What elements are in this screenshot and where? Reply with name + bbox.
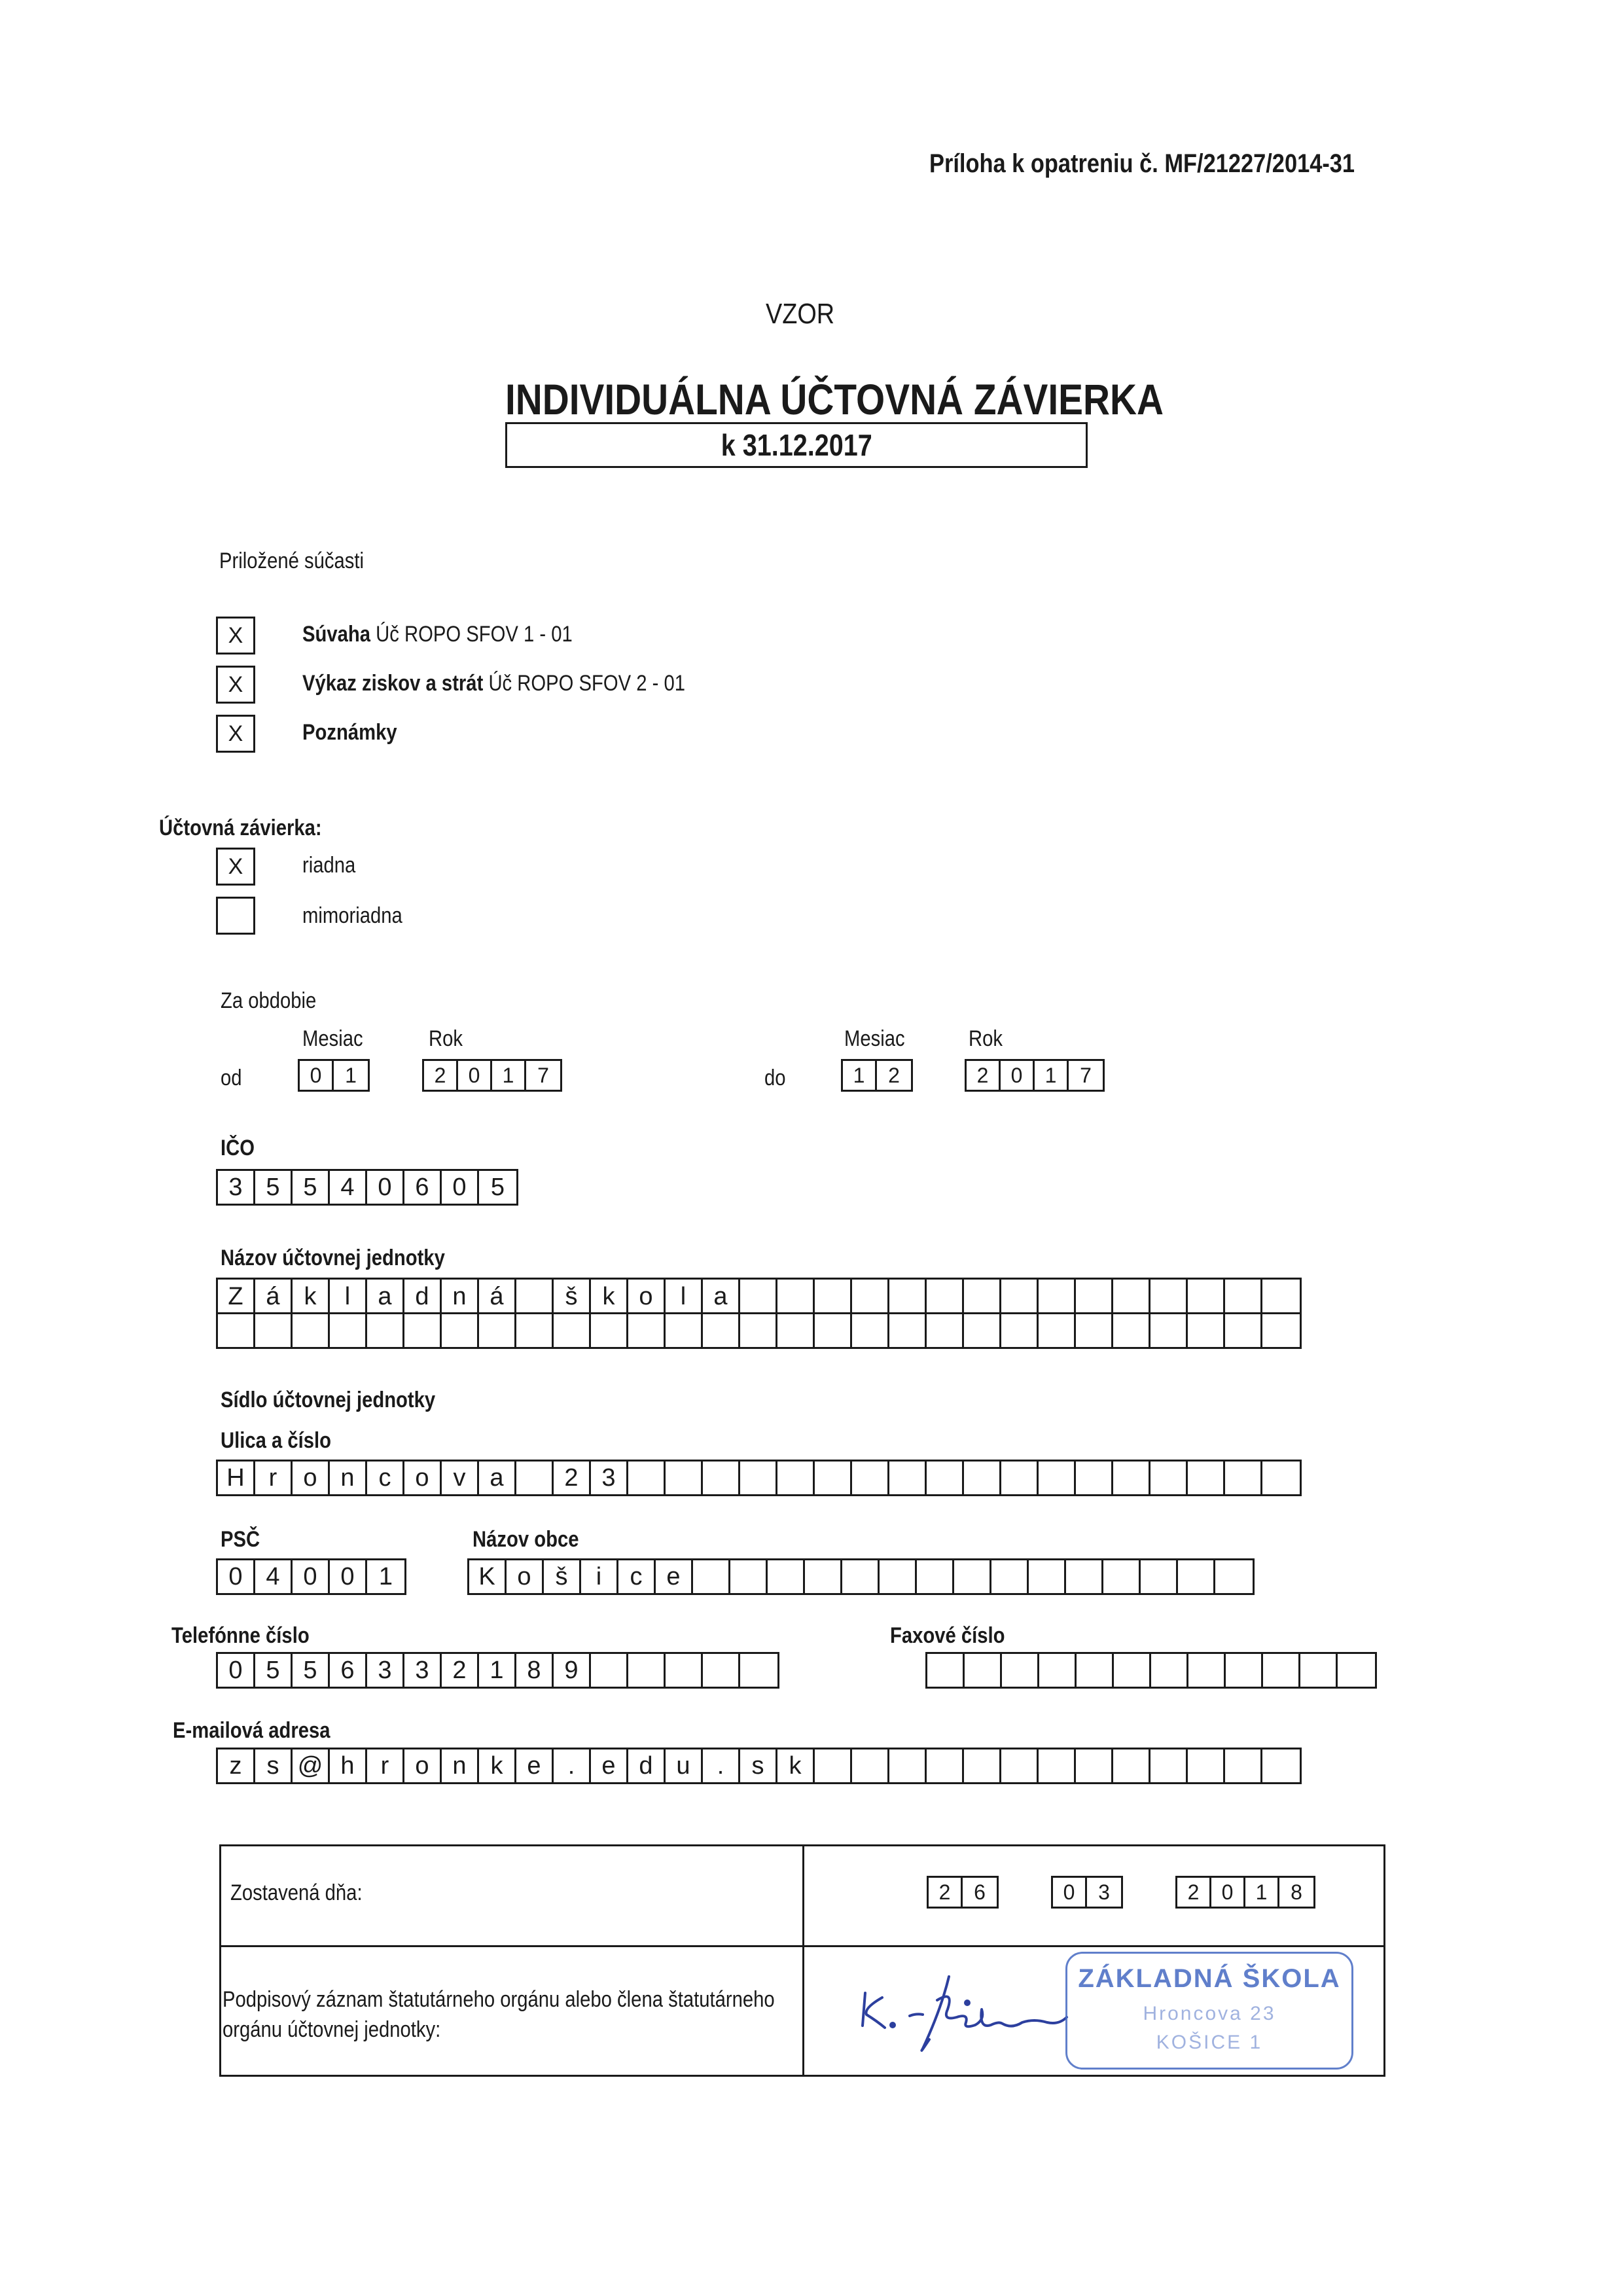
phone-label: Telefónne číslo [171, 1623, 310, 1648]
char-cell [852, 1314, 889, 1347]
char-cell: n [442, 1280, 479, 1314]
digit-cell: 1 [345, 1063, 357, 1087]
char-cell [1225, 1749, 1262, 1782]
char-cell [1188, 1314, 1225, 1347]
char-cell [927, 1749, 964, 1782]
char-cell [1029, 1560, 1066, 1593]
entity-name-label: Názov účtovnej jednotky [221, 1246, 445, 1270]
digit-cell: 3 [218, 1171, 255, 1204]
char-cell [1002, 1654, 1039, 1687]
template-label: VZOR [766, 298, 835, 330]
char-cell [1076, 1314, 1113, 1347]
char-cell [1188, 1749, 1225, 1782]
char-cell: 0 [218, 1654, 255, 1687]
char-cell: Z [218, 1280, 255, 1314]
char-cell: š [544, 1560, 581, 1593]
digit-cell: 1 [1245, 1878, 1279, 1907]
char-cell [964, 1749, 1001, 1782]
char-cell [927, 1462, 964, 1494]
char-cell: c [618, 1560, 656, 1593]
char-cell [1263, 1654, 1300, 1687]
char-cell [852, 1280, 889, 1314]
char-cell: a [703, 1280, 740, 1314]
char-cell: e [516, 1749, 554, 1782]
char-cell [666, 1462, 703, 1494]
char-cell: n [442, 1749, 479, 1782]
char-cell [730, 1560, 768, 1593]
city-label: Názov obce [473, 1527, 579, 1552]
char-cell [1113, 1462, 1150, 1494]
char-cell [1113, 1749, 1150, 1782]
char-cell [1039, 1314, 1076, 1347]
char-cell: 4 [255, 1560, 293, 1593]
street-label: Ulica a číslo [221, 1428, 332, 1453]
char-cell [1150, 1749, 1188, 1782]
char-cell: e [591, 1749, 628, 1782]
char-cell: 1 [479, 1654, 516, 1687]
char-cell [1150, 1280, 1188, 1314]
char-cell [1076, 1749, 1113, 1782]
ico-label: IČO [221, 1136, 255, 1160]
digit-cell: 2 [1177, 1878, 1211, 1907]
char-cell [1225, 1462, 1262, 1494]
component-balance-sheet: Súvaha Úč ROPO SFOV 1 - 01 [302, 622, 573, 647]
char-cell: K [469, 1560, 507, 1593]
char-cell: @ [293, 1749, 330, 1782]
char-cell [1001, 1462, 1039, 1494]
digit-cell: 6 [404, 1171, 442, 1204]
char-cell [554, 1314, 591, 1347]
char-cell [516, 1280, 554, 1314]
char-cell [777, 1280, 815, 1314]
char-cell [1225, 1280, 1262, 1314]
char-cell: 6 [330, 1654, 367, 1687]
char-cell: 5 [293, 1654, 330, 1687]
char-cell [628, 1314, 666, 1347]
char-cell: d [628, 1749, 666, 1782]
char-cell [1150, 1314, 1188, 1347]
fax-field[interactable] [925, 1652, 1377, 1689]
char-cell [777, 1462, 815, 1494]
char-cell: 8 [516, 1654, 554, 1687]
from-month-label: Mesiac [302, 1026, 363, 1051]
char-cell [1141, 1560, 1178, 1593]
char-cell [954, 1560, 991, 1593]
document-title: INDIVIDUÁLNA ÚČTOVNÁ ZÁVIERKA [505, 375, 1164, 423]
digit-cell: 2 [967, 1061, 1001, 1090]
char-cell: 2 [442, 1654, 479, 1687]
char-cell [1066, 1560, 1103, 1593]
char-cell: k [293, 1280, 330, 1314]
char-cell [1262, 1462, 1300, 1494]
char-cell [1001, 1749, 1039, 1782]
char-cell [1001, 1314, 1039, 1347]
char-cell: l [666, 1280, 703, 1314]
component-notes: Poznámky [302, 720, 397, 745]
digit-cell: 5 [293, 1171, 330, 1204]
char-cell [1150, 1462, 1188, 1494]
to-month-label: Mesiac [844, 1026, 905, 1051]
char-cell: 0 [293, 1560, 330, 1593]
char-cell [917, 1560, 954, 1593]
psc-field[interactable] [216, 1558, 406, 1595]
digit-cell: 0 [458, 1061, 492, 1090]
checkbox-regular[interactable]: X [216, 848, 255, 886]
char-cell: k [591, 1280, 628, 1314]
city-field[interactable] [467, 1558, 1255, 1595]
char-cell: k [479, 1749, 516, 1782]
component-profit-loss: Výkaz ziskov a strát Úč ROPO SFOV 2 - 01 [302, 671, 686, 696]
compiled-date-label: Zostavená dňa: [230, 1880, 363, 1905]
char-cell [740, 1314, 777, 1347]
digit-cell: 5 [490, 1173, 505, 1201]
char-cell: d [404, 1280, 442, 1314]
char-cell [1039, 1462, 1076, 1494]
char-cell [1262, 1280, 1300, 1314]
char-cell [1188, 1654, 1226, 1687]
digit-cell: 3 [1098, 1880, 1110, 1904]
official-stamp: ZÁKLADNÁ ŠKOLA Hroncova 23 KOŠICE 1 [1065, 1952, 1353, 2070]
char-cell [1076, 1462, 1113, 1494]
char-cell: n [330, 1462, 367, 1494]
char-cell: c [367, 1462, 404, 1494]
char-cell [815, 1314, 852, 1347]
email-label: E-mailová adresa [173, 1718, 330, 1743]
char-cell [889, 1462, 927, 1494]
digit-cell: 6 [974, 1880, 986, 1904]
char-cell: r [367, 1749, 404, 1782]
char-cell: s [255, 1749, 293, 1782]
char-cell [1151, 1654, 1188, 1687]
digit-cell: 4 [330, 1171, 367, 1204]
char-cell [1103, 1560, 1141, 1593]
char-cell: e [656, 1560, 693, 1593]
char-cell [1113, 1280, 1150, 1314]
digit-cell: 7 [1080, 1063, 1092, 1087]
char-cell: o [628, 1280, 666, 1314]
char-cell: á [479, 1280, 516, 1314]
char-cell [1114, 1654, 1151, 1687]
char-cell: o [507, 1560, 544, 1593]
char-cell: o [293, 1462, 330, 1494]
digit-cell: 5 [255, 1171, 293, 1204]
checkbox-balance-sheet[interactable]: X [216, 617, 255, 655]
email-field[interactable] [216, 1748, 1302, 1784]
char-cell [1113, 1314, 1150, 1347]
char-cell [442, 1314, 479, 1347]
char-cell: á [255, 1280, 293, 1314]
to-year-label: Rok [969, 1026, 1003, 1051]
digit-cell: 2 [929, 1878, 963, 1907]
char-cell [740, 1462, 777, 1494]
char-cell [1225, 1314, 1262, 1347]
to-month-field[interactable] [841, 1059, 913, 1092]
char-cell [628, 1462, 666, 1494]
digit-cell: 7 [537, 1063, 549, 1087]
char-cell: 9 [554, 1654, 591, 1687]
char-cell [516, 1314, 554, 1347]
char-cell [703, 1314, 740, 1347]
from-year-field[interactable] [422, 1059, 562, 1092]
char-cell [1076, 1280, 1113, 1314]
ico-field[interactable] [216, 1169, 518, 1206]
char-cell [852, 1462, 889, 1494]
digit-cell: 2 [888, 1063, 900, 1087]
char-cell [964, 1314, 1001, 1347]
digit-cell: 1 [1035, 1061, 1069, 1090]
char-cell [1178, 1560, 1215, 1593]
char-cell [666, 1314, 703, 1347]
char-cell: 3 [404, 1654, 442, 1687]
char-cell [777, 1314, 815, 1347]
digit-cell: 0 [1001, 1061, 1035, 1090]
compiled-month-field[interactable] [1051, 1876, 1123, 1909]
closing-type-label: Účtovná závierka: [159, 816, 322, 840]
char-cell: i [581, 1560, 618, 1593]
char-cell: 0 [330, 1560, 367, 1593]
char-cell [964, 1462, 1001, 1494]
char-cell: 5 [255, 1654, 293, 1687]
char-cell: v [442, 1462, 479, 1494]
char-cell: u [666, 1749, 703, 1782]
char-cell: r [255, 1462, 293, 1494]
as-of-date: k 31.12.2017 [505, 422, 1088, 468]
digit-cell: 0 [442, 1171, 479, 1204]
char-cell [1039, 1654, 1077, 1687]
char-cell [255, 1314, 293, 1347]
char-cell [591, 1654, 628, 1687]
char-cell [965, 1654, 1002, 1687]
char-cell [1226, 1654, 1263, 1687]
char-cell [815, 1462, 852, 1494]
annex-reference: Príloha k opatreniu č. MF/21227/2014-31 [929, 149, 1355, 178]
char-cell [805, 1560, 842, 1593]
char-cell [991, 1560, 1029, 1593]
char-cell [1077, 1654, 1114, 1687]
digit-cell: 2 [424, 1061, 458, 1090]
char-cell: a [479, 1462, 516, 1494]
char-cell [1188, 1280, 1225, 1314]
char-cell [880, 1560, 917, 1593]
char-cell: š [554, 1280, 591, 1314]
option-regular: riadna [302, 853, 356, 878]
fax-label: Faxové číslo [890, 1623, 1005, 1648]
char-cell [927, 1314, 964, 1347]
char-cell [404, 1314, 442, 1347]
char-cell: k [777, 1749, 815, 1782]
char-cell [1338, 1654, 1375, 1687]
char-cell [740, 1280, 777, 1314]
char-cell: l [330, 1280, 367, 1314]
char-cell [703, 1462, 740, 1494]
compiled-day-field[interactable] [927, 1876, 999, 1909]
to-label: do [764, 1066, 786, 1090]
digit-cell: 0 [1211, 1878, 1245, 1907]
digit-cell: 0 [1053, 1878, 1087, 1907]
char-cell [815, 1280, 852, 1314]
char-cell [927, 1654, 965, 1687]
char-cell [889, 1280, 927, 1314]
checkbox-notes[interactable]: X [216, 715, 255, 753]
char-cell: h [330, 1749, 367, 1782]
char-cell [330, 1314, 367, 1347]
char-cell [889, 1749, 927, 1782]
char-cell [1001, 1280, 1039, 1314]
char-cell [479, 1314, 516, 1347]
psc-label: PSČ [221, 1527, 260, 1552]
char-cell [367, 1314, 404, 1347]
char-cell: o [404, 1749, 442, 1782]
phone-field[interactable] [216, 1652, 779, 1689]
char-cell [516, 1462, 554, 1494]
from-month-field[interactable] [298, 1059, 370, 1092]
char-cell: 3 [367, 1654, 404, 1687]
char-cell [666, 1654, 703, 1687]
digit-cell: 0 [300, 1061, 334, 1090]
char-cell [1300, 1654, 1338, 1687]
digit-cell: 0 [367, 1171, 404, 1204]
char-cell [218, 1314, 255, 1347]
char-cell [628, 1654, 666, 1687]
char-cell [740, 1654, 777, 1687]
components-label: Priložené súčasti [219, 548, 365, 573]
char-cell: 2 [554, 1462, 591, 1494]
char-cell [1262, 1749, 1300, 1782]
char-cell: . [554, 1749, 591, 1782]
char-cell [693, 1560, 730, 1593]
char-cell [1039, 1749, 1076, 1782]
char-cell: . [703, 1749, 740, 1782]
digit-cell: 1 [492, 1061, 526, 1090]
char-cell [1188, 1462, 1225, 1494]
digit-cell: 1 [843, 1061, 877, 1090]
period-label: Za obdobie [221, 988, 317, 1013]
char-cell [815, 1749, 852, 1782]
signature-label: Podpisový záznam štatutárneho orgánu alebo člena štatutárneho orgánu účtovnej jednotky: [223, 1987, 775, 2042]
char-cell: s [740, 1749, 777, 1782]
from-year-label: Rok [429, 1026, 463, 1051]
char-cell [889, 1314, 927, 1347]
char-cell: 0 [218, 1560, 255, 1593]
digit-cell: 8 [1291, 1880, 1302, 1904]
char-cell: H [218, 1462, 255, 1494]
char-cell [842, 1560, 880, 1593]
compiled-year-field[interactable] [1175, 1876, 1315, 1909]
char-cell: 3 [591, 1462, 628, 1494]
char-cell [703, 1654, 740, 1687]
char-cell: z [218, 1749, 255, 1782]
char-cell [1262, 1314, 1300, 1347]
handwritten-signature [851, 1957, 1086, 2068]
char-cell: 1 [378, 1562, 393, 1590]
entity-name-field-row2[interactable] [216, 1312, 1302, 1349]
from-label: od [221, 1066, 242, 1090]
char-cell [852, 1749, 889, 1782]
char-cell [591, 1314, 628, 1347]
to-year-field[interactable] [965, 1059, 1105, 1092]
char-cell [927, 1280, 964, 1314]
checkbox-extraordinary[interactable] [216, 897, 255, 935]
entity-name-field-row1[interactable] [216, 1278, 1302, 1314]
option-extraordinary: mimoriadna [302, 903, 402, 928]
seat-label: Sídlo účtovnej jednotky [221, 1388, 436, 1412]
char-cell: a [367, 1280, 404, 1314]
char-cell [768, 1560, 805, 1593]
char-cell [1215, 1560, 1253, 1593]
char-cell [964, 1280, 1001, 1314]
char-cell: o [404, 1462, 442, 1494]
char-cell [1039, 1280, 1076, 1314]
char-cell [293, 1314, 330, 1347]
street-field[interactable] [216, 1460, 1302, 1496]
checkbox-profit-loss[interactable]: X [216, 666, 255, 704]
